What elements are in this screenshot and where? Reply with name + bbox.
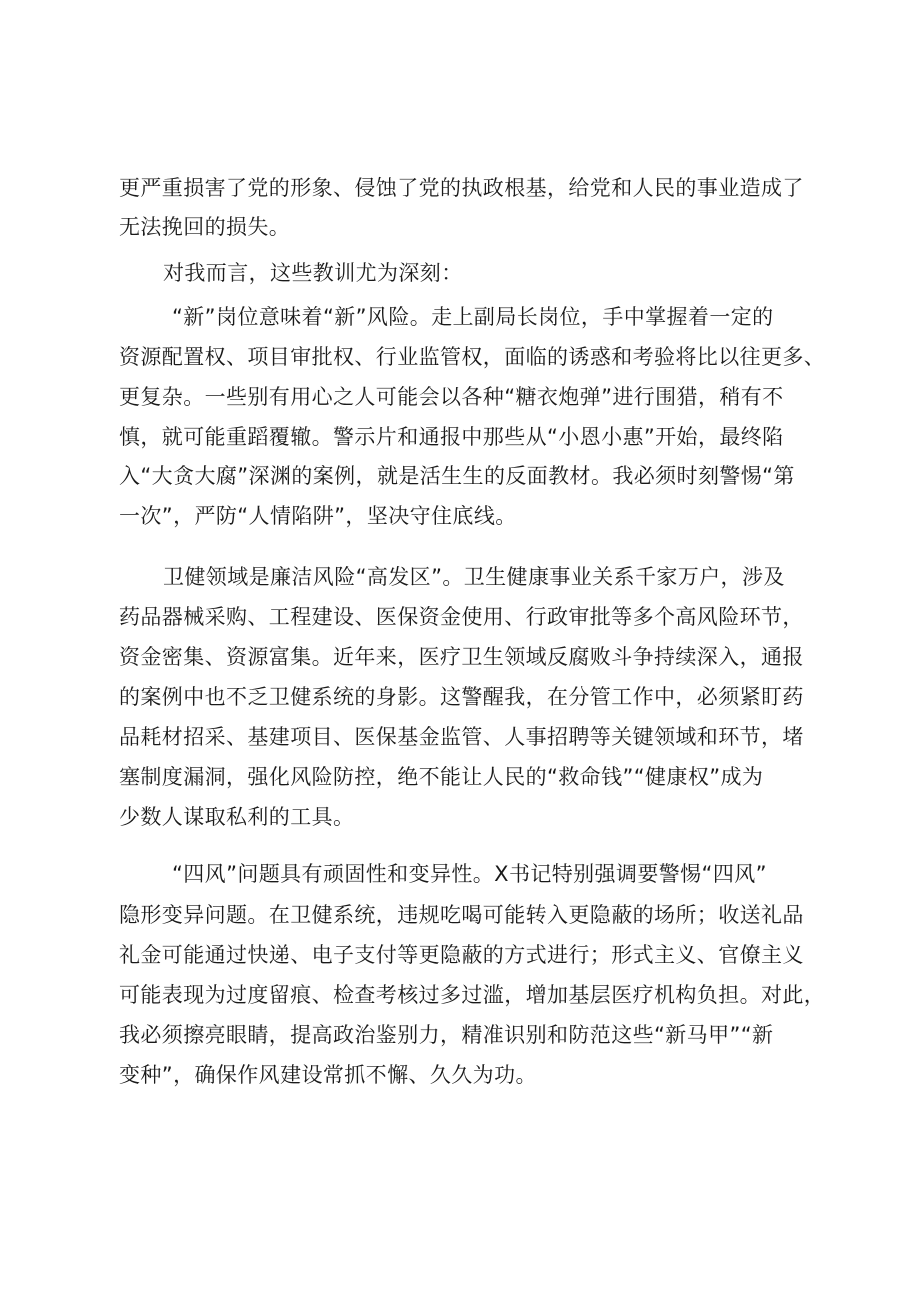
text-line: 少数人谋取私利的工具。	[119, 805, 355, 829]
text-line: 资金密集、资源富集。近年来，医疗卫生领域反腐败斗争持续深入，通报	[119, 645, 804, 669]
text-line: 卫健领域是廉洁风险“高发区”。卫生健康事业关系千家万户，涉及	[163, 565, 785, 589]
text-line: 一次”，严防“人情陷阱”，坚决守住底线。	[119, 504, 517, 528]
text-line: 品耗材招采、基建项目、医保基金监管、人事招聘等关键领域和环节，堵	[119, 725, 804, 749]
text-line: 可能表现为过度留痕、检查考核过多过滥，增加基层医疗机构负担。对此，	[119, 983, 826, 1007]
text-line: 礼金可能通过快递、电子支付等更隐蔽的方式进行；形式主义、官僚主义	[119, 943, 804, 967]
text-line: 我必须擦亮眼睛，提高政治鉴别力，精准识别和防范这些“新马甲”“新	[119, 1023, 774, 1047]
text-line: 的案例中也不乏卫健系统的身影。这警醒我，在分管工作中，必须紧盯药	[119, 685, 804, 709]
text-line: 资源配置权、项目审批权、行业监管权，面临的诱惑和考验将比以往更多、	[119, 345, 826, 369]
text-line: 塞制度漏洞，强化风险防控，绝不能让人民的“救命钱”“健康权”成为	[119, 765, 764, 789]
text-line: 更复杂。一些别有用心之人可能会以各种“糖衣炮弹”进行围猎，稍有不	[119, 385, 784, 409]
text-line: 无法挽回的损失。	[119, 215, 291, 239]
text-line: 入“大贪大腐”深渊的案例，就是活生生的反面教材。我必须时刻警惕“第	[119, 464, 795, 488]
text-line: 药品器械采购、工程建设、医保资金使用、行政审批等多个高风险环节，	[119, 605, 804, 629]
text-line: 隐形变异问题。在卫健系统，违规吃喝可能转入更隐蔽的场所；收送礼品	[119, 903, 804, 927]
text-line: “新”岗位意味着“新”风险。走上副局长岗位，手中掌握着一定的	[172, 305, 774, 329]
text-line: 更严重损害了党的形象、侵蚀了党的执政根基，给党和人民的事业造成了	[119, 176, 804, 200]
text-line: “四风”问题具有顽固性和变异性。X书记特别强调要警惕“四风”	[172, 862, 767, 886]
text-line: 变种”，确保作风建设常抓不懈、久久为功。	[119, 1063, 537, 1087]
text-line: 对我而言，这些教训尤为深刻：	[163, 261, 463, 285]
text-line: 慎，就可能重蹈覆辙。警示片和通报中那些从“小恩小惠”开始，最终陷	[119, 425, 784, 449]
